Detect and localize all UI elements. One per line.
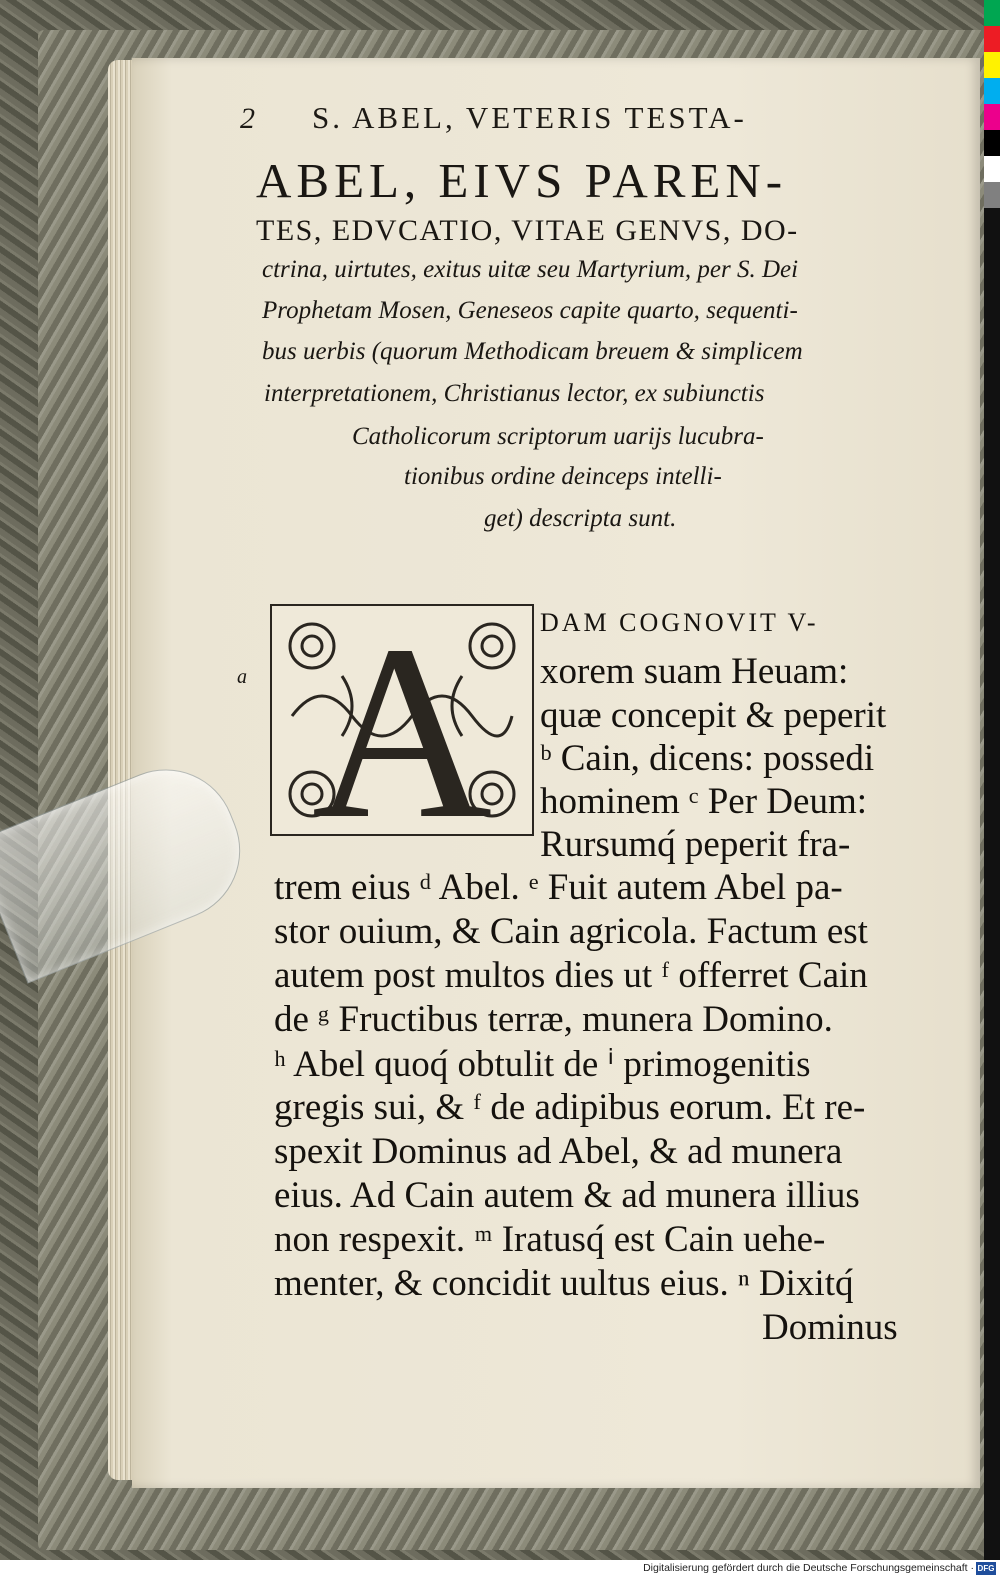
dfg-logo: DFG: [977, 1564, 995, 1573]
intro-line: tionibus ordine deinceps intelli-: [404, 463, 722, 490]
intro-line: interpretationem, Christianus lector, ex subiunctis: [264, 380, 765, 407]
color-swatch: [984, 104, 1000, 130]
intro-line: bus uerbis (quorum Methodicam breuem & simplicem: [262, 338, 803, 365]
text-line: spexit Dominus ad Abel, & ad munera: [274, 1131, 843, 1172]
catchword: Dominus: [762, 1307, 898, 1348]
text-line: ᵇ Cain, dicens: possedi: [540, 738, 875, 779]
intro-line: ctrina, uirtutes, exitus uitæ seu Martyrium, per S. Dei: [262, 256, 799, 283]
intro-line: Catholicorum scriptorum uarijs lucubra-: [352, 423, 764, 450]
text-line: quæ concepit & peperit: [540, 695, 887, 736]
text-line: ʰ Abel quoq́ obtulit de ⁱ primogenitis: [274, 1044, 811, 1085]
color-calibration-strip: [984, 0, 1000, 1560]
text-line: de ᵍ Fructibus terræ, munera Domino.: [274, 999, 833, 1040]
initial-letter: A: [311, 606, 493, 834]
decorated-initial: [270, 604, 534, 836]
text-line: DAM COGNOVIT V-: [540, 608, 819, 637]
running-head-text: S. ABEL, VETERIS TESTA-: [312, 100, 747, 135]
intro-line: Prophetam Mosen, Geneseos capite quarto, sequenti-: [262, 297, 798, 324]
text-line: xorem suam Heuam:: [540, 651, 849, 692]
text-line: stor ouium, & Cain agricola. Factum est: [274, 911, 868, 952]
color-swatch: [984, 156, 1000, 182]
text-line: trem eius ᵈ Abel. ᵉ Fuit autem Abel pa-: [274, 867, 843, 908]
text-line: menter, & concidit uultus eius. ⁿ Dixitq́: [274, 1263, 854, 1304]
color-swatch: [984, 130, 1000, 156]
text-line: hominem ᶜ Per Deum:: [540, 781, 868, 822]
text-line: gregis sui, & ᶠ de adipibus eorum. Et re-: [274, 1087, 866, 1128]
footer-credit: Digitalisierung gefördert durch die Deutsche Forschungsgemeinschaft ·: [643, 1562, 974, 1574]
text-line: eius. Ad Cain autem & ad munera illius: [274, 1175, 860, 1216]
color-swatch: [984, 0, 1000, 26]
intro-line: get) descripta sunt.: [484, 505, 677, 532]
text-line: non respexit. ᵐ Iratusq́ est Cain uehe-: [274, 1219, 826, 1260]
page-number: 2: [240, 102, 255, 135]
running-head: [240, 100, 840, 144]
color-swatch: [984, 182, 1000, 208]
margin-note: a: [237, 666, 247, 688]
color-swatch: [984, 78, 1000, 104]
text-line: Rursumq́ peperit fra-: [540, 824, 851, 865]
title-line-1: ABEL, EIVS PAREN-: [256, 153, 788, 208]
text-line: autem post multos dies ut ᶠ offerret Cain: [274, 955, 868, 996]
color-swatch: [984, 52, 1000, 78]
color-swatch: [984, 26, 1000, 52]
title-line-2: TES, EDVCATIO, VITAE GENVS, DO-: [256, 214, 799, 247]
